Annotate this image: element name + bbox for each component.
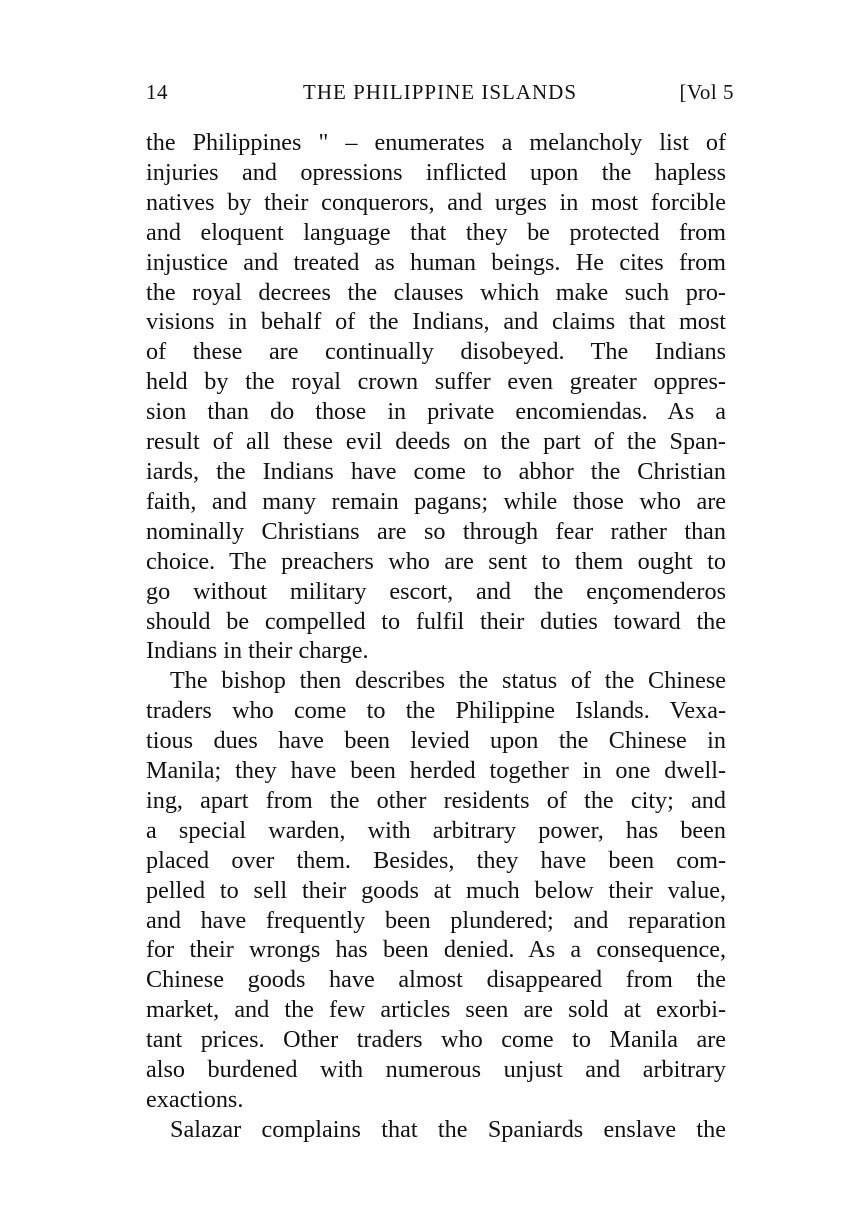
running-head <box>146 80 734 110</box>
text-line: visions in behalf of the Indians, and claims that most <box>146 308 726 336</box>
text-line: natives by their conquerors, and urges in most forcible <box>146 188 726 216</box>
text-line: the royal decrees the clauses which make such pro- <box>146 278 726 306</box>
text-line: sion than do those in private encomiendas. As a <box>146 398 726 426</box>
text-line: Salazar complains that the Spaniards enslave the <box>170 1115 726 1143</box>
paragraph-2 <box>146 666 726 1115</box>
text-line: also burdened with numerous unjust and arbitrary <box>146 1056 726 1084</box>
text-line: for their wrongs has been denied. As a consequence, <box>146 936 726 964</box>
text-line: The bishop then describes the status of the Chinese <box>170 667 726 695</box>
text-line: exactions. <box>146 1086 244 1113</box>
paragraph-3 <box>146 1115 726 1145</box>
body-text <box>146 128 726 1145</box>
text-line: traders who come to the Philippine Islands. Vexa- <box>146 697 726 725</box>
text-line: Manila; they have been herded together in one dwell- <box>146 757 726 785</box>
text-line: market, and the few articles seen are sold at exorbi- <box>146 996 726 1024</box>
text-line: Chinese goods have almost disappeared from the <box>146 966 726 994</box>
text-line: nominally Christians are so through fear rather than <box>146 517 726 545</box>
text-line: should be compelled to fulfil their duties toward the <box>146 607 726 635</box>
text-line: the Philippines " – enumerates a melancholy list of <box>146 129 726 156</box>
text-line: and eloquent language that they be protected from <box>146 218 726 246</box>
text-line: faith, and many remain pagans; while those who are <box>146 487 726 515</box>
volume-marker: [Vol 5 <box>679 80 734 104</box>
text-line: Indians in their charge. <box>146 637 369 665</box>
text-line: tant prices. Other traders who come to Manila are <box>146 1026 726 1054</box>
text-line: injuries and opressions inflicted upon the hapless <box>146 158 726 186</box>
text-line: go without military escort, and the ençomenderos <box>146 577 726 605</box>
paragraph-1 <box>146 128 726 666</box>
text-line: ing, apart from the other residents of the city; and <box>146 786 726 814</box>
text-line: of these are continually disobeyed. The Indians <box>146 338 726 366</box>
text-line: tious dues have been levied upon the Chinese in <box>146 727 726 755</box>
text-line: injustice and treated as human beings. He cites from <box>146 248 726 276</box>
text-line: result of all these evil deeds on the part of the Span- <box>146 428 726 456</box>
text-line: a special warden, with arbitrary power, has been <box>146 816 726 844</box>
text-line: pelled to sell their goods at much below their value, <box>146 876 726 904</box>
page-number: 14 <box>146 80 168 104</box>
text-line: iards, the Indians have come to abhor the Christian <box>146 457 726 485</box>
text-line: choice. The preachers who are sent to them ought to <box>146 547 726 575</box>
text-line: and have frequently been plundered; and reparation <box>146 906 726 934</box>
text-line: placed over them. Besides, they have been com- <box>146 846 726 874</box>
running-title: THE PHILIPPINE ISLANDS <box>303 80 577 104</box>
text-line: held by the royal crown suffer even greater oppres- <box>146 368 726 396</box>
